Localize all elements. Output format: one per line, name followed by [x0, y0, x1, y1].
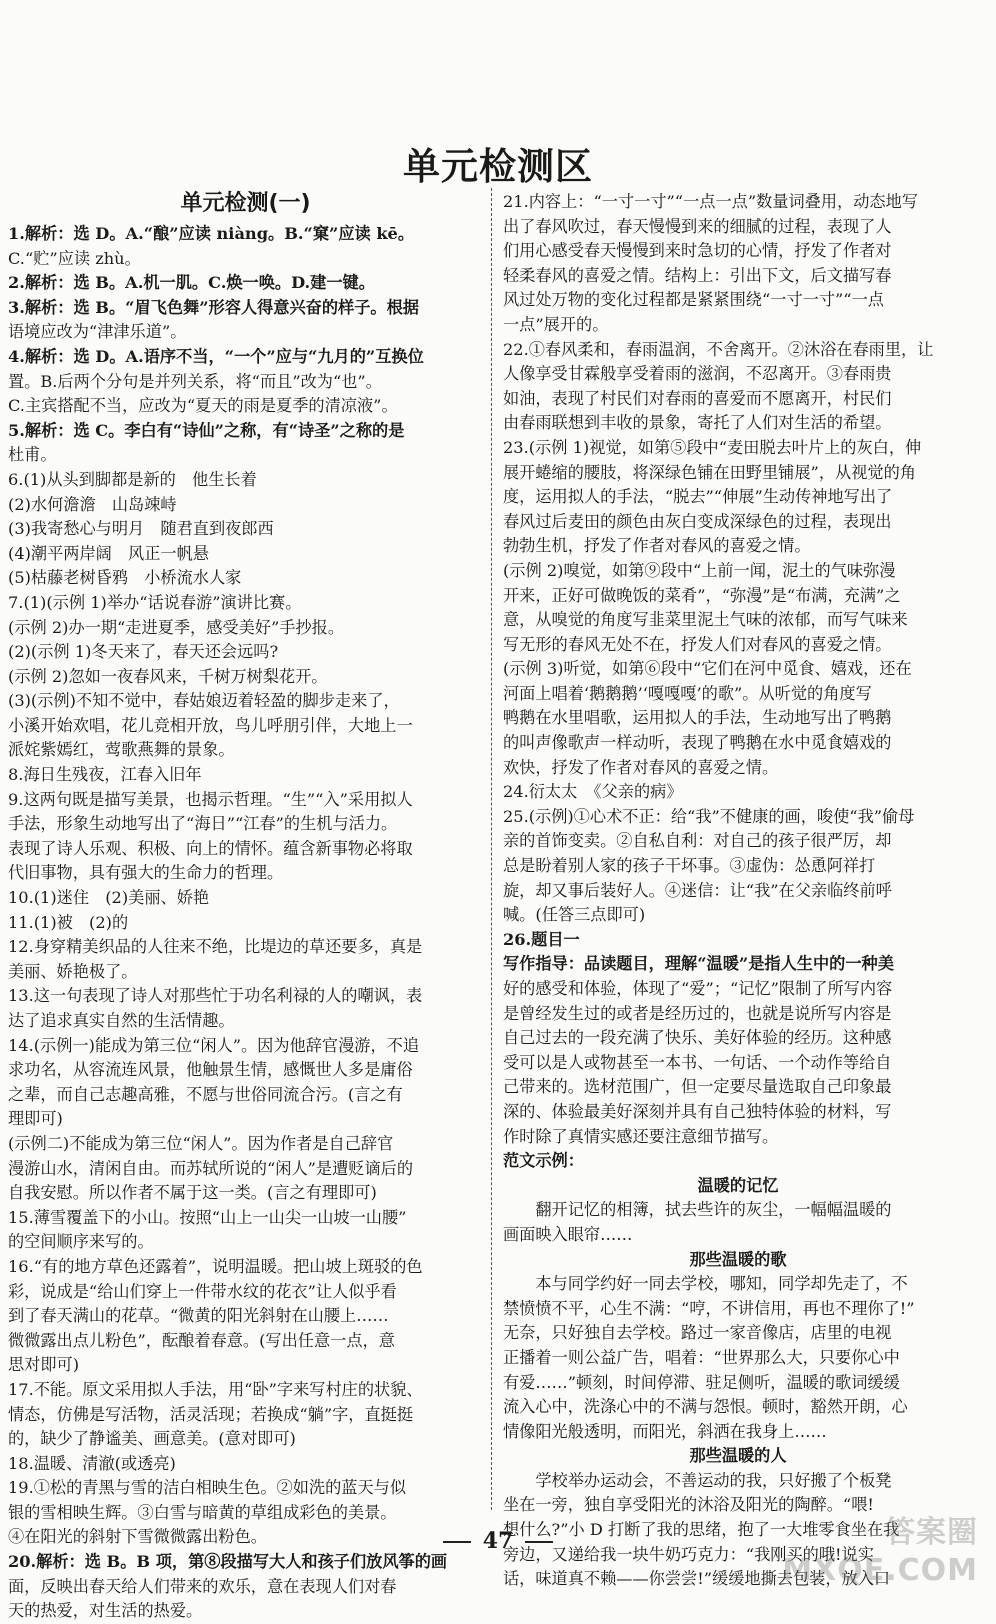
answer-line: 14.(示例一)能成为第三位“闲人”。因为他辞官漫游，不追: [8, 1035, 420, 1055]
answer-line: 己带来的。选材范围广，但一定要尽量选取自己印象最: [503, 1077, 892, 1097]
answer-line: 展开蜷缩的腰肢，将深绿色铺在田野里铺展”，从视觉的角: [503, 462, 916, 482]
answer-line: 理即可): [8, 1109, 63, 1129]
answer-line: 出了春风吹过，春天慢慢到来的细腻的过程，表现了人: [503, 216, 892, 236]
answer-line: 由春雨联想到丰收的景象，寄托了人们对生活的希望。: [503, 413, 892, 433]
essay-heading: 那些温暖的人: [689, 1446, 787, 1466]
answer-line: 亲的首饰变卖。②自私自利：对自己的孩子很严厉，却: [503, 831, 892, 851]
answer-line: 2.解析：选 B。A.机一肌。C.焕一唤。D.建一键。: [8, 273, 375, 293]
answer-line: 3.解析：选 B。“眉飞色舞”形容人得意兴奋的样子。根据: [8, 297, 419, 317]
answer-line: 20.解析：选 B。B 项，第⑧段描写大人和孩子们放风筝的画: [8, 1552, 448, 1572]
answer-line: 25.(示例)①心术不正：给“我”不健康的画，唆使“我”偷母: [503, 806, 915, 826]
answer-line: 派姹紫嫣红，莺歌燕舞的景象。: [8, 740, 235, 760]
left-answers: [8, 222, 483, 1624]
answer-line: 作时除了真情实感还要注意细节描写。: [503, 1126, 779, 1146]
answer-line: 12.身穿精美织品的人往来不绝，比堤边的草还要多，真是: [8, 937, 423, 957]
answer-line: 如油，表现了村民们对春雨的喜爱而不愿离开，村民们: [503, 388, 892, 408]
answer-line: 的空间顺序来写的。: [8, 1232, 154, 1252]
answer-line: (2)(示例 1)冬天来了，春天还会远吗?: [8, 642, 279, 662]
watermark: [782, 1514, 978, 1590]
answer-line: (3)(示例)不知不觉中，春姑娘迈着轻盈的脚步走来了，: [8, 691, 400, 711]
answer-line: (示例 3)听觉，如第⑥段中“它们在河中觅食、嬉戏，还在: [503, 659, 912, 679]
answer-line: 6.(1)从头到脚都是新的 他生长着: [8, 469, 257, 489]
footer-dash-right: [525, 1541, 553, 1543]
answer-line: 26.题目一: [503, 929, 580, 949]
answer-line: 美丽、娇艳极了。: [8, 961, 138, 981]
answer-line: 到了春天满山的花草。“微黄的阳光斜射在山腰上……: [8, 1306, 389, 1326]
answer-line: 度，运用拟人的手法，“脱去”“伸展”生动传神地写出了: [503, 487, 893, 507]
answer-line: ④在阳光的斜射下雪微微露出粉色。: [8, 1527, 267, 1547]
answer-line: 写作指导：品读题目，理解“温暖”是指人生中的一种美: [503, 954, 894, 974]
answer-line: 本与同学约好一同去学校，哪知，同学却先走了，不: [503, 1274, 908, 1294]
column-divider: [491, 188, 492, 1510]
answer-line: 天的热爱，对生活的热爱。: [8, 1601, 203, 1621]
answer-line: 16.“有的地方草色还露着”，说明温暖。把山坡上斑驳的色: [8, 1256, 423, 1276]
answer-line: 15.薄雪覆盖下的小山。按照“山上一山尖一山坡一山腰”: [8, 1207, 407, 1227]
watermark-line2: MXQE.COM: [782, 1553, 978, 1588]
answer-line: 流入心中，洗涤心中的不满与怨恨。顿时，豁然开朗，心: [503, 1397, 908, 1417]
answer-line: 情像阳光般透明，而阳光，斜洒在我身上……: [503, 1421, 827, 1441]
answer-line: 人像享受甘霖般享受着雨的滋润，不忍离开。③春雨贵: [503, 364, 892, 384]
answer-line: 无奈，只好独自去学校。路过一家音像店，店里的电视: [503, 1323, 892, 1343]
answer-line: 小溪开始欢唱，花儿竞相开放，鸟儿呼朋引伴，大地上一: [8, 715, 413, 735]
answer-line: 1.解析：选 D。A.“酿”应读 niàng。B.“窠”应读 kē。: [8, 224, 415, 243]
answer-line: (2)水何澹澹 山岛竦峙: [8, 494, 177, 514]
answer-line: 禁愤愤不平，心生不满：“哼，不讲信用，再也不理你了!”: [503, 1298, 915, 1318]
answer-line: 24.衍太太 《父亲的病》: [503, 782, 683, 802]
answer-line: 22.①春风柔和，春雨温润，不舍离开。②沐浴在春雨里，让: [503, 339, 934, 359]
answer-line: 4.解析：选 D。A.语序不当，“一个”应与“九月的”互换位: [8, 346, 424, 366]
answer-line: C.“贮”应读 zhù。: [8, 248, 141, 268]
answer-line: 勃勃生机，抒发了作者对春风的喜爱之情。: [503, 536, 811, 556]
answer-line: 自己过去的一段充满了快乐、美好体验的经历。这种感: [503, 1028, 892, 1048]
answer-line: 开来，正好可做晚饭的菜肴”，“弥漫”是“布满，充满”之: [503, 585, 901, 605]
footer-dash-left: [443, 1541, 471, 1543]
answer-line: 8.海日生残夜，江春入旧年: [8, 765, 202, 785]
answer-line: (示例 2)办一期“走进夏季，感受美好”手抄报。: [8, 617, 344, 637]
answer-line: 银的雪相映生辉。③白雪与暗黄的草组成彩色的美景。: [8, 1502, 397, 1522]
answer-line: 面，反映出春天给人们带来的欢乐，意在表现人们对春: [8, 1576, 397, 1596]
answer-line: 翻开记忆的相簿，拭去些许的灰尘，一幅幅温暖的: [503, 1200, 892, 1220]
answer-line: 学校举办运动会，不善运动的我，只好搬了个板凳: [503, 1470, 892, 1490]
answer-line: 深的、体验最美好深刻并具有自己独特体验的材料，写: [503, 1101, 892, 1121]
right-answers: [503, 190, 973, 1592]
answer-line: 的叫声像歌声一样动听，表现了鸭鹅在水中觅食嬉戏的: [503, 733, 892, 753]
answer-line: 们用心感受春天慢慢到来时急切的心情，抒发了作者对: [503, 241, 892, 261]
answer-line: 总是盼着别人家的孩子干坏事。③虚伪：怂恿阿祥打: [503, 856, 876, 876]
answer-line: 好的感受和体验，体现了“爱”；“记忆”限制了所写内容: [503, 979, 893, 998]
answer-line: 之辈，而自己志趣高雅，不愿与世俗同流合污。(言之有: [8, 1084, 403, 1104]
answer-line: 求功名，从容流连风景，他触景生情，感慨世人多是庸俗: [8, 1060, 413, 1080]
answer-line: 范文示例：: [503, 1151, 584, 1171]
answer-line: 情态，仿佛是写活物，活灵活现；若换成“躺”字，直挺挺: [8, 1404, 414, 1424]
left-column: [8, 188, 483, 1624]
answer-line: 9.这两句既是描写美景，也揭示哲理。“生”“入”采用拟人: [8, 789, 413, 809]
answer-line: 鸭鹅在水里唱歌，运用拟人的手法，生动地写出了鸭鹅: [503, 708, 892, 728]
answer-line: 微微露出点儿粉色”，酝酿着春意。(写出任意一点，意: [8, 1330, 395, 1350]
answer-line: (4)潮平两岸阔 风正一帆悬: [8, 543, 209, 563]
answer-line: 达了追求真实自然的生活情趣。: [8, 1011, 235, 1030]
section-title: 单元检测(一): [180, 191, 311, 216]
answer-line: 语境应改为“津津乐道”。: [8, 322, 187, 342]
answer-line: 画面映入眼帘……: [503, 1224, 633, 1244]
answer-line: (示例二)不能成为第三位“闲人”。因为作者是自己辞官: [8, 1133, 394, 1153]
answer-line: 思对即可): [8, 1355, 80, 1375]
answer-line: 想什么?”小 D 打断了我的思绪，抱了一大堆零食坐在我: [503, 1520, 900, 1540]
answer-line: (示例 2)忽如一夜春风来，千树万树梨花开。: [8, 666, 328, 686]
answer-line: 话，味道真不赖——你尝尝!”缓缓地撕去包装，放入口: [503, 1569, 891, 1589]
answer-line: 轻柔春风的喜爱之情。结构上：引出下文，后文描写春: [503, 265, 892, 285]
answer-line: 喊。(任答三点即可): [503, 905, 646, 925]
answer-line: C.主宾搭配不当，应改为“夏天的雨是夏季的清凉液”。: [8, 396, 398, 416]
answer-line: 春风过后麦田的颜色由灰白变成深绿色的过程，表现出: [503, 511, 892, 531]
page-number: 47: [482, 1528, 514, 1554]
answer-line: 置。B.后两个分句是并列关系，将“而且”改为“也”。: [8, 371, 382, 391]
answer-line: 有爱……”顿刻，时间停滞、驻足侧听，温暖的歌词缓缓: [503, 1372, 900, 1392]
answer-line: 彩，说成是“给山们穿上一件带水纹的花衣”让人似乎看: [8, 1281, 397, 1301]
answer-line: 的，缺少了静谧美、画意美。(意对即可): [8, 1429, 296, 1449]
answer-line: 写无形的春风无处不在，抒发人们对春风的喜爱之情。: [503, 634, 892, 654]
answer-line: 10.(1)迷住 (2)美丽、娇艳: [8, 888, 210, 908]
answer-line: 表现了诗人乐观、积极、向上的情怀。蕴含新事物必将取: [8, 838, 413, 858]
answer-line: 18.温暖、清澈(或透亮): [8, 1453, 176, 1473]
answer-line: 受可以是人或物甚至一本书、一句话、一个动作等给自: [503, 1052, 892, 1072]
answer-line: (3)我寄愁心与明月 随君直到夜郎西: [8, 519, 274, 539]
answer-line: 13.这一句表现了诗人对那些忙于功名利禄的人的嘲讽，表: [8, 986, 423, 1006]
right-column: [503, 190, 973, 1592]
answer-line: 21.内容上：“一寸一寸”“一点一点”数量词叠用，动态地写: [503, 192, 918, 211]
answer-line: 河面上唱着‘鹅鹅鹅’‘嘎嘎嘎’的歌”。从听觉的角度写: [503, 683, 872, 703]
answer-line: 漫游山水，清闲自由。而苏轼所说的“闲人”是遭贬谪后的: [8, 1158, 414, 1178]
answer-line: 7.(1)(示例 1)举办“话说春游”演讲比赛。: [8, 592, 302, 612]
answer-line: 旁边，又递给我一块牛奶巧克力：“我刚买的哦!说实: [503, 1544, 874, 1564]
watermark-line1: 答案圈: [885, 1515, 978, 1550]
answer-line: 旋，却又事后装好人。④迷信：让“我”在父亲临终前呼: [503, 880, 892, 900]
answer-line: 手法，形象生动地写出了“海日”“江春”的生机与活力。: [8, 814, 398, 834]
answer-line: 是曾经发生过的或者是经历过的，也就是说所写内容是: [503, 1003, 892, 1023]
answer-line: 代旧事物，具有强大的生命力的哲理。: [8, 863, 284, 883]
answer-line: 正播着一则公益广告，唱着：“世界那么大，只要你心中: [503, 1347, 900, 1367]
answer-line: 17.不能。原文采用拟人手法，用“卧”字来写村庄的状貌、: [8, 1379, 423, 1399]
answer-line: 11.(1)被 (2)的: [8, 912, 129, 932]
answer-line: (示例 2)嗅觉，如第⑨段中“上前一闻，泥土的气味弥漫: [503, 560, 896, 580]
answer-line: 19.①松的青黑与雪的洁白相映生色。②如洗的蓝天与似: [8, 1478, 407, 1498]
answer-line: (5)枯藤老树昏鸦 小桥流水人家: [8, 568, 242, 588]
essay-heading: 温暖的记忆: [697, 1175, 779, 1195]
answer-line: 欢快，抒发了作者对春风的喜爱之情。: [503, 757, 779, 777]
answer-line: 杜甫。: [8, 445, 57, 465]
answer-line: 坐在一旁，独自享受阳光的沐浴及阳光的陶醉。“喂!: [503, 1495, 874, 1515]
answer-line: 风过处万物的变化过程都是紧紧围绕“一寸一寸”“一点: [503, 290, 884, 310]
page-title: 单元检测区: [403, 145, 593, 188]
answer-line: 23.(示例 1)视觉，如第⑤段中“麦田脱去叶片上的灰白，伸: [503, 437, 922, 457]
answer-line: 一点”展开的。: [503, 314, 609, 334]
answer-line: 意，从嗅觉的角度写韭菜里泥土气味的浓郁，而写气味来: [503, 610, 908, 630]
answer-line: 自我安慰。所以作者不属于这一类。(言之有理即可): [8, 1183, 377, 1203]
answer-line: 5.解析：选 C。李白有“诗仙”之称，有“诗圣”之称的是: [8, 420, 405, 440]
essay-heading: 那些温暖的歌: [689, 1249, 787, 1269]
